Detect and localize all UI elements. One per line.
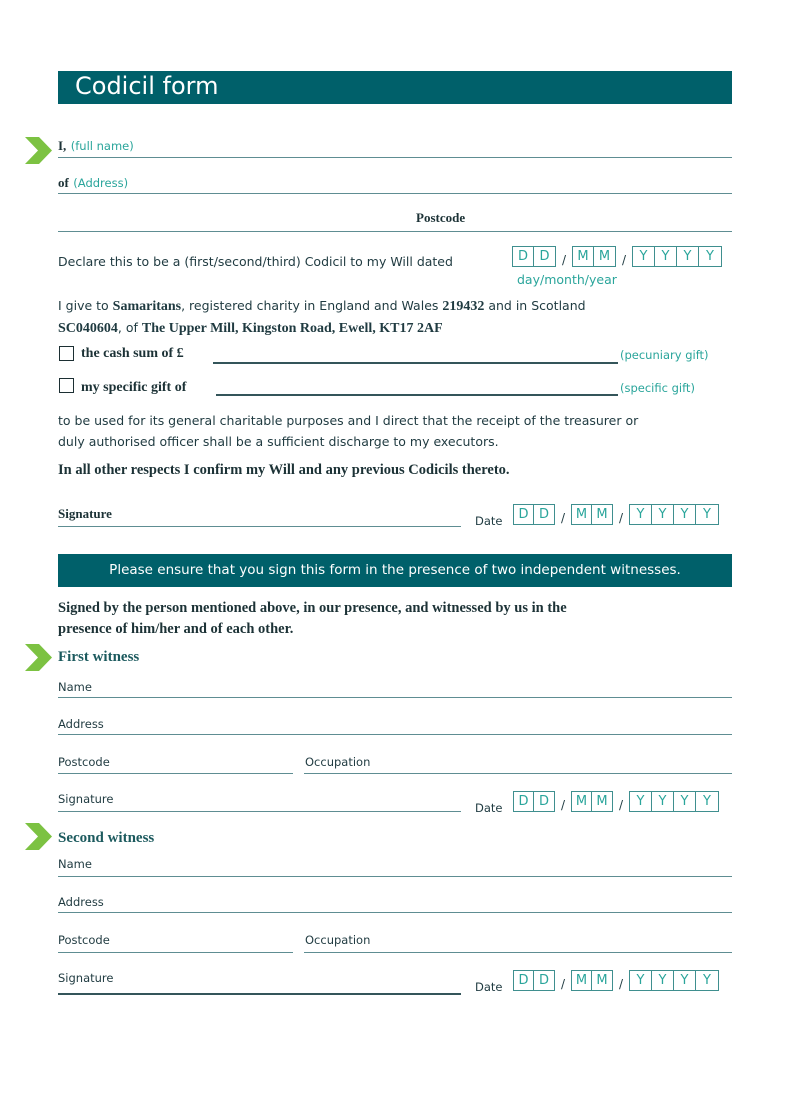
first-witness-signature-label: Signature: [58, 792, 114, 806]
full-name-field[interactable]: [58, 137, 134, 155]
first-witness-occupation-input[interactable]: [304, 773, 732, 774]
chevron-right-icon: [25, 644, 52, 671]
second-witness-date-day[interactable]: D D: [513, 970, 555, 991]
address-line: [58, 193, 732, 194]
chevron-right-icon: [25, 137, 52, 164]
first-witness-name-input[interactable]: [58, 697, 732, 698]
testator-date-input[interactable]: D D / M M / Y Y Y Y: [513, 503, 719, 525]
postcode-label: Postcode: [416, 210, 466, 225]
will-date-year[interactable]: Y Y Y Y: [632, 246, 722, 267]
declaration-text: Declare this to be a (first/second/third) Codicil to my Will dated: [58, 254, 453, 269]
full-name-line: [58, 157, 732, 158]
second-witness-signature-input[interactable]: [58, 993, 461, 995]
pecuniary-gift-hint: (pecuniary gift): [620, 348, 709, 362]
purposes-text: to be used for its general charitable purposes and I direct that the receipt of the treasurer or duly authorised officer shall be a sufficient discharge to my executors.: [58, 413, 639, 449]
first-witness-date-label: Date: [475, 801, 503, 815]
cash-sum-checkbox[interactable]: [59, 346, 74, 361]
second-witness-date-input[interactable]: D D / M M / Y Y Y Y: [513, 969, 719, 991]
title-bar: [58, 71, 732, 104]
second-witness-name-input[interactable]: [58, 876, 732, 877]
address-hint: (Address): [73, 176, 129, 190]
witness-notice-text: Please ensure that you sign this form in the presence of two independent witnesses.: [109, 562, 681, 578]
second-witness-heading: Second witness: [58, 830, 155, 846]
full-name-hint: (full name): [70, 139, 134, 153]
second-witness-name-label: Name: [58, 857, 92, 871]
first-witness-signature-input[interactable]: [58, 811, 461, 812]
scotland-charity-number: SC040604: [58, 321, 118, 336]
date-label: Date: [475, 514, 503, 528]
second-witness-address-input[interactable]: [58, 912, 732, 913]
charity-address: The Upper Mill, Kingston Road, Ewell, KT17 2AF: [141, 321, 443, 336]
first-witness-heading: First witness: [58, 649, 140, 665]
witness-intro: Signed by the person mentioned above, in our presence, and witnessed by us in the presence of him/her and of each other.: [58, 600, 567, 637]
first-witness-address-label: Address: [58, 717, 104, 731]
testator-date-year[interactable]: Y Y Y Y: [629, 504, 719, 525]
first-witness-date-day[interactable]: D D: [513, 791, 555, 812]
specific-gift-checkbox[interactable]: [59, 378, 74, 393]
england-charity-number: 219432: [442, 299, 485, 314]
confirmation-text: In all other respects I confirm my Will and any previous Codicils thereto.: [58, 462, 510, 478]
second-witness-date-label: Date: [475, 980, 503, 994]
will-date-input[interactable]: D D / M M / Y Y Y Y: [512, 245, 722, 267]
postcode-line[interactable]: [58, 231, 732, 232]
full-name-prefix: I,: [58, 138, 67, 153]
cash-sum-input[interactable]: [213, 362, 618, 364]
second-witness-postcode-label: Postcode: [58, 933, 110, 947]
testator-date-day[interactable]: D D: [513, 504, 555, 525]
first-witness-postcode-label: Postcode: [58, 755, 110, 769]
specific-gift-label: my specific gift of: [81, 380, 187, 395]
first-witness-address-input[interactable]: [58, 734, 732, 735]
first-witness-date-input[interactable]: D D / M M / Y Y Y Y: [513, 790, 719, 812]
testator-date-month[interactable]: M M: [571, 504, 613, 525]
page-title: Codicil form: [75, 72, 219, 100]
will-date-month[interactable]: M M: [572, 246, 616, 267]
second-witness-occupation-label: Occupation: [305, 933, 371, 947]
specific-gift-input[interactable]: [216, 394, 618, 396]
second-witness-postcode-input[interactable]: [58, 952, 293, 953]
first-witness-postcode-input[interactable]: [58, 773, 293, 774]
signature-label: Signature: [58, 506, 112, 521]
first-witness-date-year[interactable]: Y Y Y Y: [629, 791, 719, 812]
second-witness-date-year[interactable]: Y Y Y Y: [629, 970, 719, 991]
address-prefix: of: [58, 175, 69, 190]
charity-name: Samaritans: [112, 299, 182, 314]
chevron-right-icon: [25, 823, 52, 850]
second-witness-address-label: Address: [58, 895, 104, 909]
first-witness-date-month[interactable]: M M: [571, 791, 613, 812]
second-witness-date-month[interactable]: M M: [571, 970, 613, 991]
second-witness-occupation-input[interactable]: [304, 952, 732, 953]
testator-signature-line[interactable]: [58, 526, 461, 527]
first-witness-name-label: Name: [58, 680, 92, 694]
address-field[interactable]: [58, 174, 128, 192]
date-format-hint: day/month/year: [517, 272, 617, 287]
gift-statement: I give to Samaritans, registered charity in England and Wales 219432 and in Scotland SC040604, of The Upper Mill, Kingston Road, Ewell, KT17 2AF: [58, 298, 586, 336]
specific-gift-hint: (specific gift): [620, 381, 695, 395]
will-date-day[interactable]: D D: [512, 246, 556, 267]
first-witness-occupation-label: Occupation: [305, 755, 371, 769]
cash-sum-label: the cash sum of £: [81, 346, 184, 361]
witness-notice-banner: [58, 554, 732, 587]
second-witness-signature-label: Signature: [58, 971, 114, 985]
